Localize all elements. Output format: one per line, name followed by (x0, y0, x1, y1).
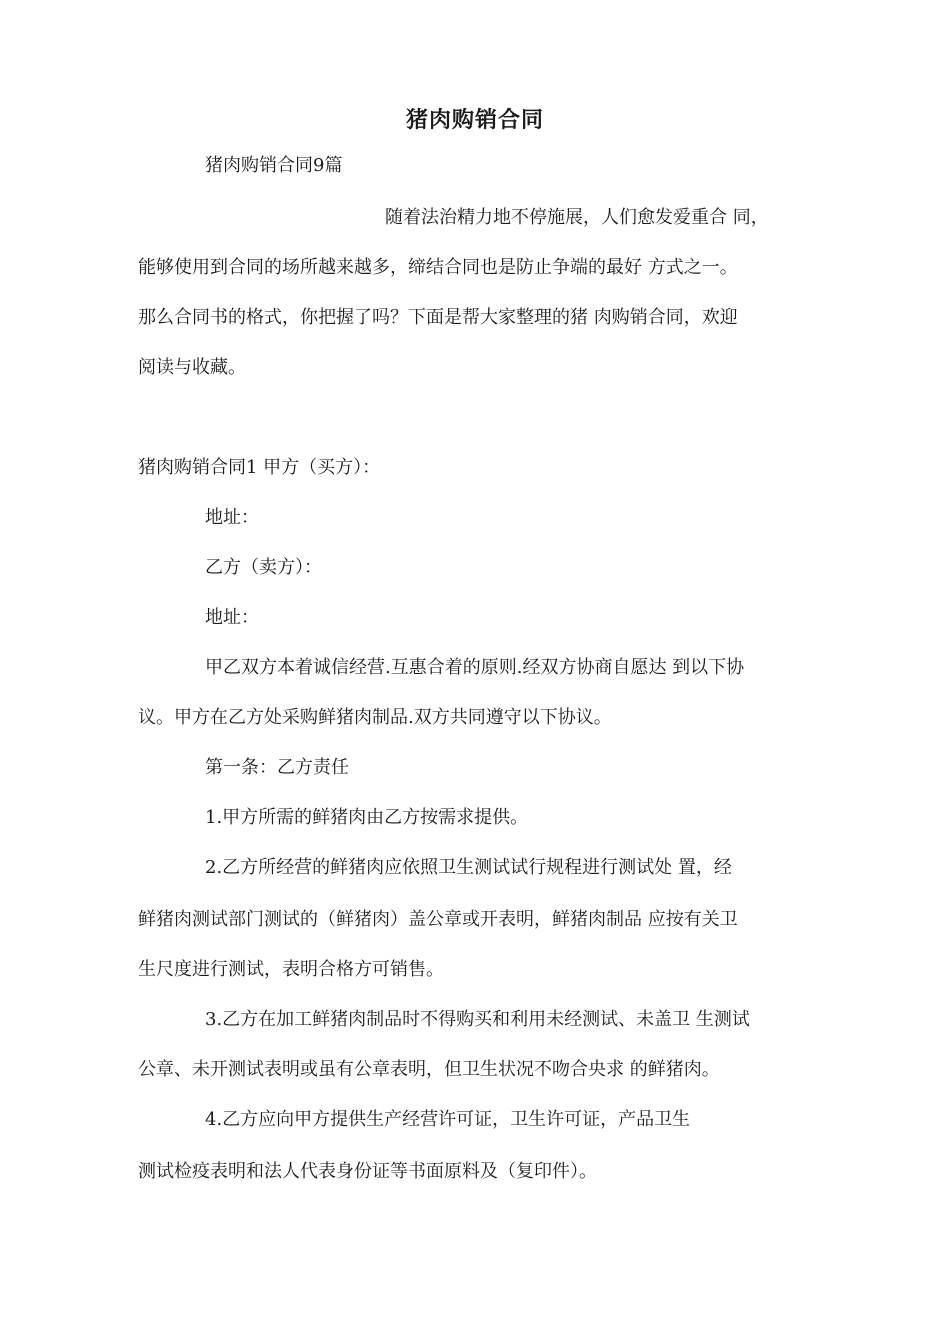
item3-line-1: 3.乙方在加工鲜猪肉制品时不得购买和利用未经测试、未盖卫 生测试 (205, 1009, 750, 1030)
contract1-heading: 猪肉购销合同1 甲方（买方）： (138, 457, 381, 478)
agreement-line-1: 甲乙双方本着诚信经营.互惠合着的原则.经双方协商自愿达 到以下协 (205, 657, 745, 678)
intro-line-3: 那么合同书的格式，你把握了吗？下面是帮大家整理的猪 肉购销合同，欢迎 (138, 307, 738, 328)
document-title: 猪肉购销合同 (405, 108, 544, 133)
intro-line-4: 阅读与收藏。 (138, 357, 246, 378)
item2-line-1: 2.乙方所经营的鲜猪肉应依照卫生测试试行规程进行测试处 置，经 (205, 857, 732, 878)
agreement-line-2: 议。甲方在乙方处采购鲜猪肉制品.双方共同遵守以下协议。 (138, 707, 612, 728)
intro-line-2: 能够使用到合同的场所越来越多，缔结合同也是防止争端的最好 方式之一。 (138, 257, 738, 278)
item2-line-2: 鲜猪肉测试部门测试的（鲜猪肉）盖公章或开表明，鲜猪肉制品 应按有关卫 (138, 909, 738, 930)
article1-title: 第一条：乙方责任 (205, 757, 349, 778)
item4-line-2: 测试检疫表明和法人代表身份证等书面原料及（复印件）。 (138, 1161, 597, 1182)
document-subtitle: 猪肉购销合同9篇 (205, 155, 343, 176)
item3-line-2: 公章、未开测试表明或虽有公章表明，但卫生状况不吻合央求 的鲜猪肉。 (138, 1059, 720, 1080)
party-b: 乙方（卖方）： (205, 557, 322, 578)
item1-line: 1.甲方所需的鲜猪肉由乙方按需求提供。 (205, 807, 529, 828)
party-a-address: 地址： (205, 507, 259, 528)
intro-line-1: 随着法治精力地不停施展，人们愈发爱重合 同， (385, 207, 769, 228)
item2-line-3: 生尺度进行测试，表明合格方可销售。 (138, 959, 444, 980)
item4-line-1: 4.乙方应向甲方提供生产经营许可证，卫生许可证，产品卫生 (205, 1109, 691, 1130)
party-b-address: 地址： (205, 607, 259, 628)
